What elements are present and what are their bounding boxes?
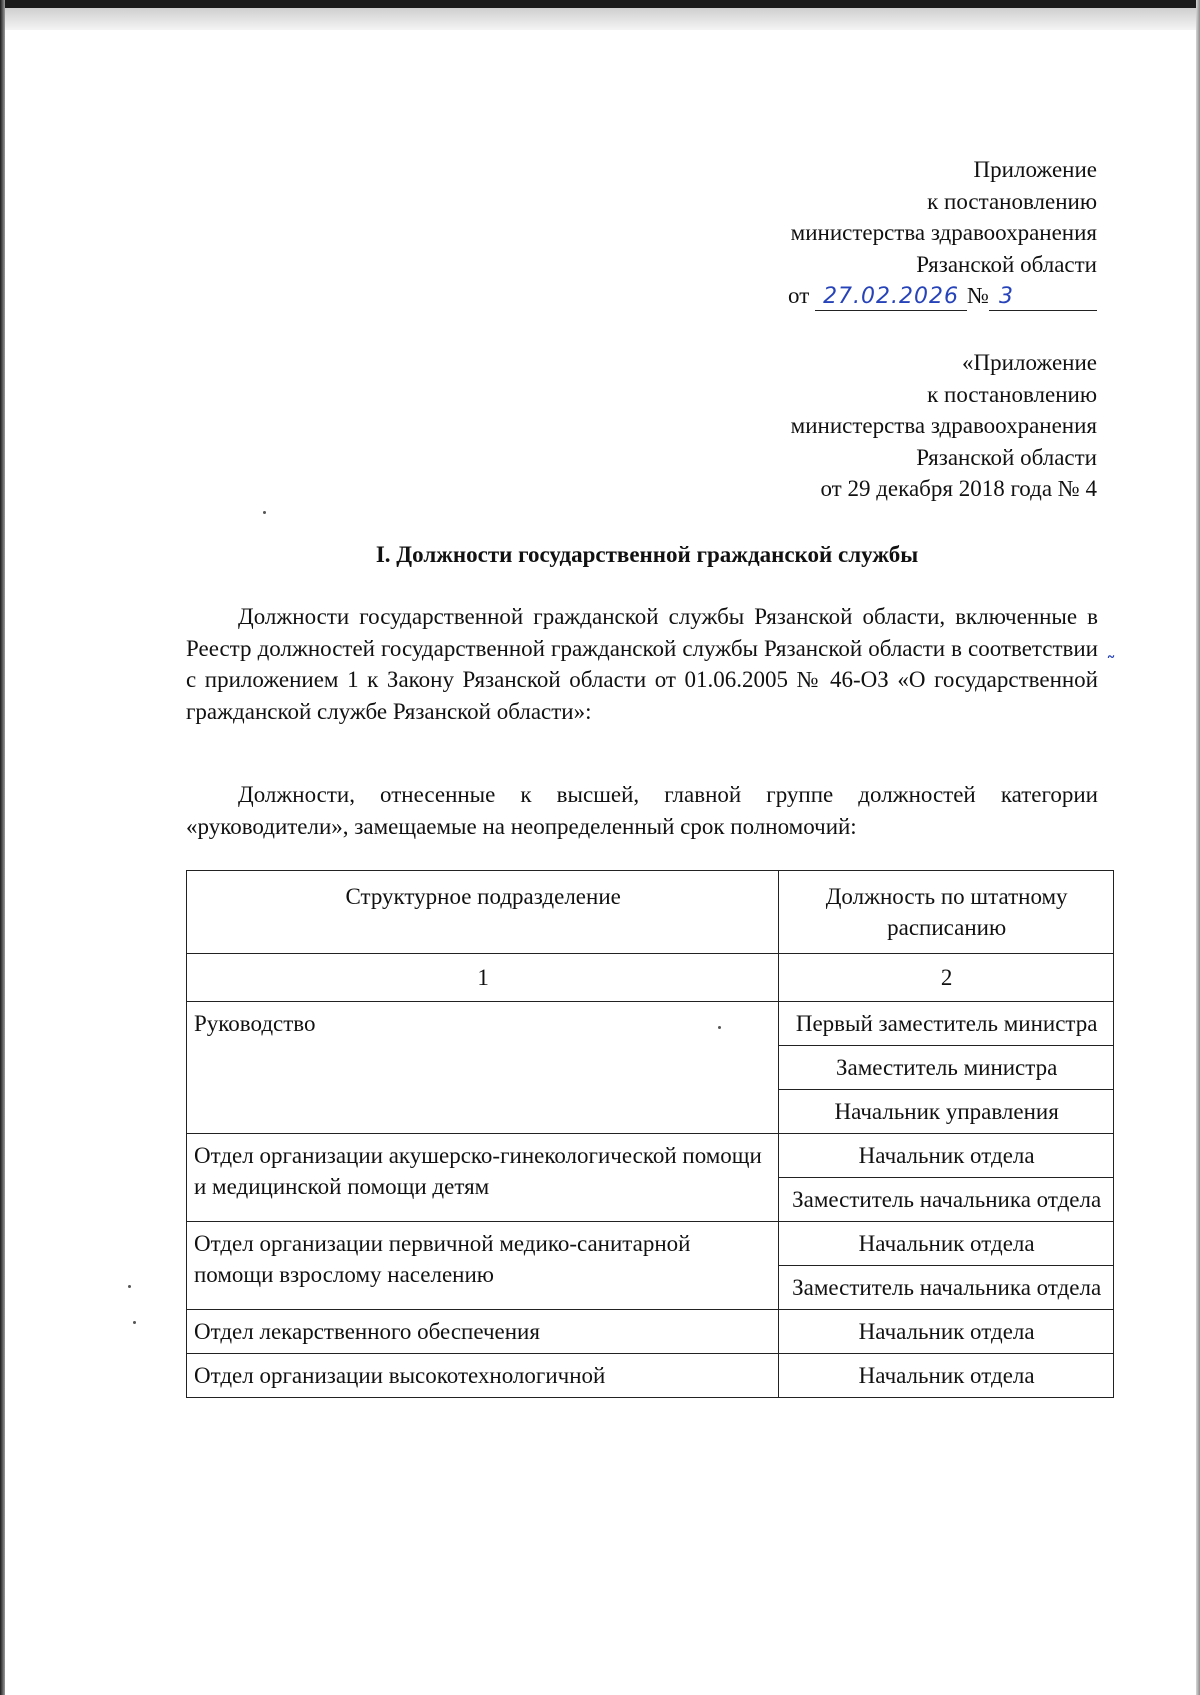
position-cell: Начальник отдела [779,1354,1114,1398]
table-header-row [187,871,1114,954]
table-row [187,1310,1114,1354]
approval-line-2: к постановлению [927,188,1097,214]
unit-cell: Отдел организации первичной медико-санитарной помощи взрослому населению [187,1222,779,1310]
section-title: I. Должности государственной гражданской службы [375,542,919,567]
approval-date-line [788,280,1097,312]
pen-speck-mark: ˜ [1106,652,1116,676]
approval-line-4: Рязанской области [916,251,1097,277]
unit-cell: Отдел организации высокотехнологичной [187,1354,779,1398]
position-cell: Начальник отдела [779,1310,1114,1354]
base-line-4: Рязанской области [916,444,1097,470]
scan-speck [133,1321,136,1324]
unit-cell: Отдел лекарственного обеспечения [187,1310,779,1354]
column-number-1: 1 [187,954,779,1002]
base-line-1: «Приложение [962,350,1097,375]
positions-table [186,870,1114,1398]
table-row [187,1134,1114,1178]
position-cell: Первый заместитель министра [779,1002,1114,1046]
table-row [187,1002,1114,1046]
unit-cell: Руководство [187,1002,779,1134]
handwritten-number: 3 [989,284,1097,311]
header-position: Должность по штатному расписанию [779,871,1114,954]
approval-block [788,154,1097,312]
position-cell: Заместитель начальника отдела [779,1178,1114,1222]
scan-speck [718,1026,721,1029]
position-cell: Начальник отдела [779,1222,1114,1266]
unit-cell: Отдел организации акушерско-гинекологической помощи и медицинской помощи детям [187,1134,779,1222]
scan-speck [263,511,266,514]
position-cell: Заместитель министра [779,1046,1114,1090]
column-number-2: 2 [779,954,1114,1002]
table-row [187,1222,1114,1266]
base-line-2: к постановлению [927,381,1097,407]
column-number-row [187,954,1114,1002]
handwritten-date: 27.02.2026 [815,284,967,311]
date-prefix: от [788,283,810,308]
group-paragraph: Должности, отнесенные к высшей, главной группе должностей категории «руководители», замещаемые на неопределенный срок полномочий: [186,782,1098,839]
scan-speck [128,1285,131,1288]
approval-line-3: министерства здравоохранения [790,220,1097,245]
position-cell: Начальник управления [779,1090,1114,1134]
table-row [187,1354,1114,1398]
position-cell: Заместитель начальника отдела [779,1266,1114,1310]
intro-paragraph: Должности государственной гражданской службы Рязанской области, включенные в Реестр должностей государственной гражданской службы Рязанской области в соответствии с приложением 1 к Закону Рязанской области от 01.06.2005 № 46-ОЗ «О государственной гражданской службе Рязанской области»: [186,604,1098,724]
header-unit: Структурное подразделение [187,871,779,954]
base-line-3: министерства здравоохранения [790,413,1097,438]
position-cell: Начальник отдела [779,1134,1114,1178]
number-sign: № [967,283,989,308]
base-line-5: от 29 декабря 2018 года № 4 [820,476,1097,501]
base-document-block [791,347,1097,505]
approval-line-1: Приложение [973,157,1097,182]
